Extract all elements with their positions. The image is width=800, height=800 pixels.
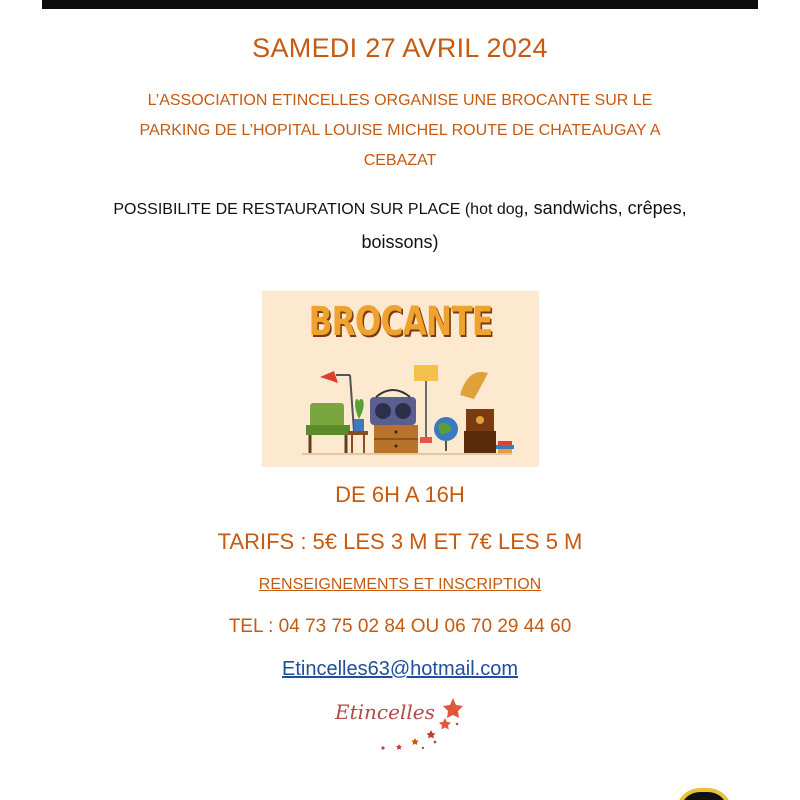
- info-heading: RENSEIGNEMENTS ET INSCRIPTION: [258, 576, 542, 593]
- announcement-line-3: CEBAZAT: [363, 152, 437, 169]
- email-link[interactable]: Etincelles63@hotmail.com: [282, 658, 518, 680]
- announcement-line-1: L’ASSOCIATION ETINCELLES ORGANISE UNE BROCANTE SUR LE: [147, 92, 653, 109]
- brocante-title: BROCANTE: [308, 299, 493, 345]
- top-black-bar: [42, 0, 758, 9]
- restauration-line-2: boissons): [361, 232, 439, 252]
- corner-badge-icon: [676, 788, 732, 800]
- logo-text: Etincelles: [335, 700, 435, 724]
- email-container: [0, 658, 800, 681]
- restauration-text: [80, 192, 720, 258]
- star-icon: [335, 690, 475, 760]
- event-date: SAMEDI 27 AVRIL 2024: [252, 33, 548, 63]
- restauration-line-1: [80, 192, 720, 226]
- opening-hours: DE 6H A 16H: [335, 482, 465, 507]
- etincelles-logo: [335, 690, 475, 760]
- announcement-line-2: PARKING DE L’HOPITAL LOUISE MICHEL ROUTE DE CHATEAUGAY A: [139, 122, 661, 139]
- announcement-text: [60, 86, 740, 176]
- pricing: TARIFS : 5€ LES 3 M ET 7€ LES 5 M: [217, 529, 583, 554]
- restauration-line-1-part-2: , sandwichs, crêpes,: [523, 198, 687, 218]
- phone-numbers: TEL : 04 73 75 02 84 OU 06 70 29 44 60: [228, 616, 572, 637]
- brocante-illustration: [262, 291, 539, 467]
- restauration-line-1-part-1: POSSIBILITE DE RESTAURATION SUR PLACE (hot dog: [113, 201, 524, 218]
